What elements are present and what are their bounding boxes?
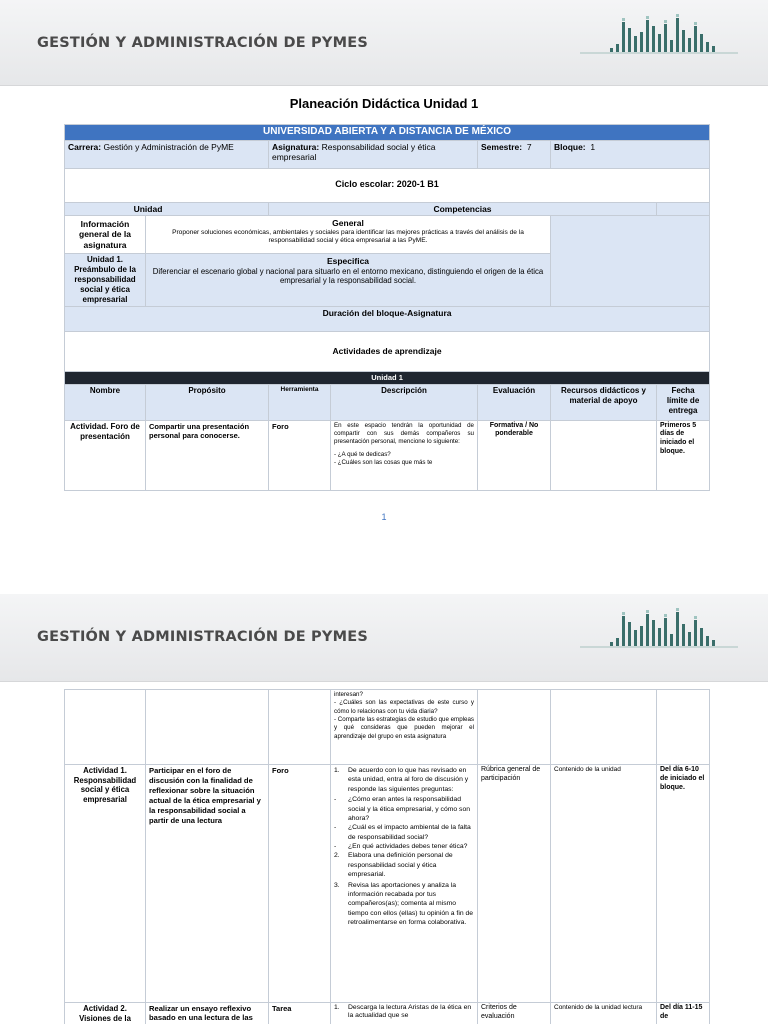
page-number: 1	[381, 512, 387, 522]
table-row	[65, 1003, 710, 1024]
bloque-cell: Bloque: 1	[551, 140, 710, 168]
row-recursos	[551, 420, 657, 490]
page-header	[0, 0, 768, 86]
row-evaluacion: Formativa / No ponderable	[478, 420, 551, 490]
act2-evaluacion: Criterios de evaluación	[478, 1003, 551, 1024]
document-title: Planeación Didáctica Unidad 1	[289, 96, 479, 111]
act1-recursos: Contenido de la unidad	[551, 765, 657, 1003]
row-fecha: Primeros 5 días de iniciado el bloque.	[657, 420, 710, 490]
act1-descripcion: 1. De acuerdo con lo que has revisado en esta unidad, entra al foro de discusión y responde las siguientes preguntas: - ¿Cómo eran antes la responsabilidad social y la ética empresarial, y cómo son ahora? - ¿Cuál es el impacto ambiental de la falta de responsabilidad social? - ¿En qué actividades debes tener ética? 2. Elabora una definición personal de responsabilidad social y ética empresarial. 3. Revisa las aportaciones y analiza la información recabada por tus compañeros(as); comenta al mismo tiempo con ellos (ellas) tu opinión a fin de retroalimentarse en forma colaborativa.	[331, 765, 478, 1003]
row-descripcion-continued: interesan? - ¿Cuáles son las expectativas de este curso y cómo lo relacionas con tu vida diaria? - Comparte las estrategias de estudio que empleas y qué consideras que pueden mejorar el aprendizaje del grupo en esta asignatura	[331, 690, 478, 765]
col-descripcion: Descripción	[331, 384, 478, 420]
table-row	[65, 420, 710, 490]
row-proposito: Compartir una presentación personal para conocerse.	[146, 420, 269, 490]
carrera-cell: Carrera: Gestión y Administración de PyME	[65, 140, 269, 168]
row-nombre: Actividad. Foro de presentación	[65, 420, 146, 490]
act1-fecha: Del día 6-10 de iniciado el bloque.	[657, 765, 710, 1003]
unidad1-cell: Unidad 1. Preámbulo de la responsabilidad social y ética empresarial	[65, 254, 146, 307]
act2-fecha: Del día 11-15 de	[657, 1003, 710, 1024]
actividades-title: Actividades de aprendizaje	[65, 332, 710, 372]
logo-underline	[580, 52, 738, 54]
logo-underline	[580, 646, 738, 648]
act2-recursos: Contenido de la unidad lectura	[551, 1003, 657, 1024]
table-row	[65, 765, 710, 1003]
unidad-bar: Unidad 1	[65, 372, 710, 384]
act2-proposito: Realizar un ensayo reflexivo basado en una lectura de las	[146, 1003, 269, 1024]
page-header	[0, 594, 768, 682]
act2-nombre: Actividad 2. Visiones de la	[65, 1003, 146, 1024]
col-recursos: Recursos didácticos y material de apoyo	[551, 384, 657, 420]
act2-descripcion: 1. Descarga la lectura Aristas de la ética en la actualidad que se	[331, 1003, 478, 1024]
competencias-header: Competencias	[269, 202, 657, 216]
act1-proposito: Participar en el foro de discusión con la finalidad de reflexionar sobre la situación actual de la ética empresarial y la responsabilidad social a partir de una lectura	[146, 765, 269, 1003]
unidad-header: Unidad	[65, 202, 269, 216]
duracion-bloque: Duración del bloque-Asignatura	[65, 307, 710, 332]
act1-herramienta: Foro	[269, 765, 331, 1003]
col-nombre: Nombre	[65, 384, 146, 420]
table-row	[65, 690, 710, 765]
competencia-general: General Proponer soluciones económicas, ambientales y sociales para identificar las mejores prácticas a través del análisis de la responsabilidad social y ética empresarial a las PyME.	[146, 216, 551, 254]
planning-table	[64, 124, 710, 491]
row-herramienta: Foro	[269, 420, 331, 490]
asignatura-cell: Asignatura: Responsabilidad social y ética empresarial	[269, 140, 478, 168]
act1-nombre: Actividad 1. Responsabilidad social y ética empresarial	[65, 765, 146, 1003]
competencia-especifica: Especifica Diferenciar el escenario global y nacional para situarlo en el entorno mexicano, distinguiendo el origen de la ética empresarial y la responsabilidad social.	[146, 254, 551, 307]
activities-table-continued	[64, 689, 710, 1024]
act2-herramienta: Tarea	[269, 1003, 331, 1024]
info-general-cell: Información general de la asignatura	[65, 216, 146, 254]
col-herramienta: Herramienta	[269, 384, 331, 420]
header-title: GESTIÓN Y ADMINISTRACIÓN DE PYMES	[37, 629, 368, 645]
row-descripcion: En este espacio tendrán la oportunidad de compartir con sus demás compañeros su presentación personal, mencione lo siguiente: - ¿A qué te dedicas? - ¿Cuáles son las cosas que más te	[331, 420, 478, 490]
ciclo-escolar: Ciclo escolar: 2020-1 B1	[65, 168, 710, 202]
semestre-cell: Semestre: 7	[478, 140, 551, 168]
header-title: GESTIÓN Y ADMINISTRACIÓN DE PYMES	[37, 35, 368, 51]
col-proposito: Propósito	[146, 384, 269, 420]
col-evaluacion: Evaluación	[478, 384, 551, 420]
university-name: UNIVERSIDAD ABIERTA Y A DISTANCIA DE MÉXICO	[65, 125, 710, 141]
col-fecha: Fecha límite de entrega	[657, 384, 710, 420]
act1-evaluacion: Rúbrica general de participación	[478, 765, 551, 1003]
